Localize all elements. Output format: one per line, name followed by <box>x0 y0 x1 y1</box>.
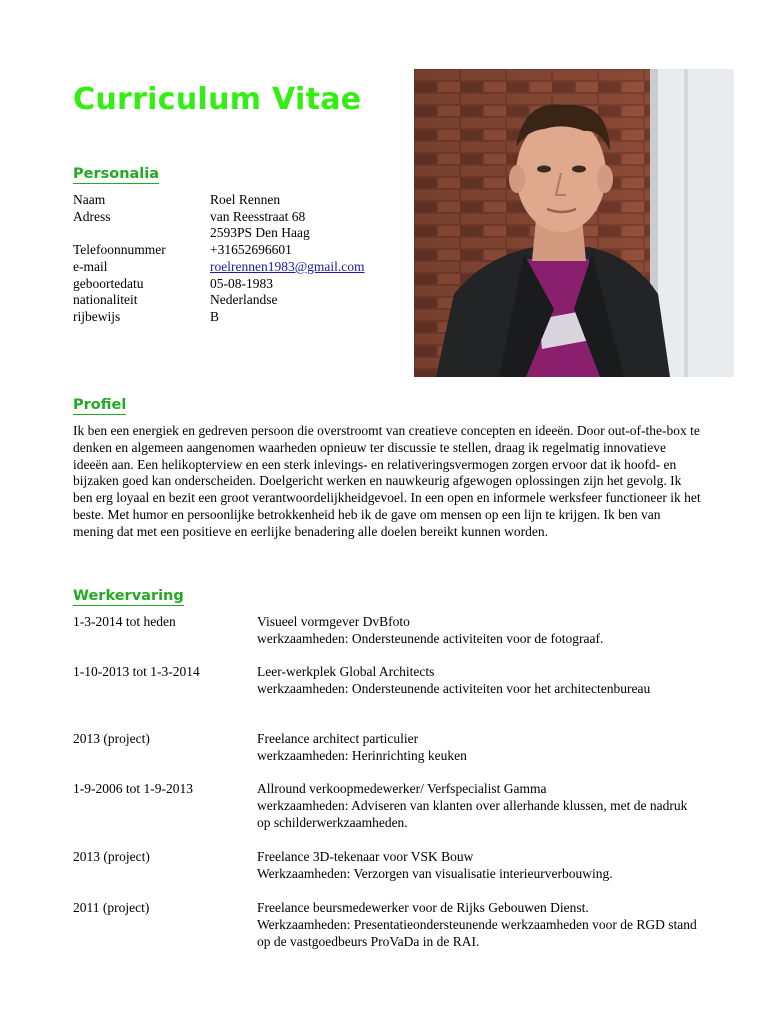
portrait-photo <box>414 69 734 377</box>
work-description: werkzaamheden: Ondersteunende activiteiten voor het architectenbureau <box>257 680 651 696</box>
email-link[interactable]: roelrennen1983@gmail.com <box>210 258 365 274</box>
work-description: Werkzaamheden: Verzorgen van visualisatie interieurverbouwing. <box>257 865 613 881</box>
address-postcode-value: 2593PS Den Haag <box>210 225 310 241</box>
phone-label: Telefoonnummer <box>73 242 166 258</box>
personal-row-birthdate <box>73 276 365 293</box>
personal-row-license <box>73 309 365 326</box>
personal-row-postcode <box>73 225 365 242</box>
profile-text: Ik ben een energiek en gedreven persoon die overstroomt van creatieve concepten en ideeën. Door out-of-the-box te denken en algemeen aangenomen waarheden opnieuw ter discussie te stellen, draag ik regelmatig innovatieve ideeën aan. Een helikopterview en een sterk inlevings- en relativeringsvermogen zorgen ervoor dat ik hoofd- en bijzaken goed kan onderscheiden. Doelgericht werken en nauwkeurig afgewogen oplossingen zijn het gevolg. Ik ben erg loyaal en bezit een groot verantwoordelijkheidgevoel. In een open en informele werksfeer functioneer ik het beste. Met humor en persoonlijke betrokkenheid heb ik de gave om mensen op een lijn te krijgen. Ik ben van mening dat met een positieve en eerlijke benadering alle doelen bereikt kunnen worden. <box>73 423 701 539</box>
page-title: Curriculum Vitae <box>73 82 362 117</box>
personal-row-nationality <box>73 292 365 309</box>
phone-value: +31652696601 <box>210 242 292 258</box>
license-label: rijbewijs <box>73 308 121 324</box>
work-title: Visueel vormgever DvBfoto <box>257 614 410 629</box>
address-street-value: van Reesstraat 68 <box>210 208 306 224</box>
personalia-heading: Personalia <box>73 166 160 182</box>
work-item <box>73 900 713 950</box>
work-title: Freelance architect particulier <box>257 731 419 746</box>
work-description: werkzaamheden: Herinrichting keuken <box>257 747 467 763</box>
work-date: 1-9-2006 tot 1-9-2013 <box>73 781 193 796</box>
profiel-heading: Profiel <box>73 397 127 413</box>
email-label: e-mail <box>73 258 108 274</box>
work-date: 2013 (project) <box>73 849 150 864</box>
license-value: B <box>210 308 220 324</box>
work-title: Freelance beursmedewerker voor de Rijks Gebouwen Dienst. <box>257 900 589 915</box>
work-experience-list <box>73 614 713 950</box>
nationality-label: nationaliteit <box>73 292 138 308</box>
work-title: Freelance 3D-tekenaar voor VSK Bouw <box>257 849 474 864</box>
postcode-label <box>73 225 210 242</box>
work-date: 1-10-2013 tot 1-3-2014 <box>73 664 200 679</box>
work-item <box>73 849 713 900</box>
work-description: Werkzaamheden: Presentatieondersteunende werkzaamheden voor de RGD stand op de vastgoedbeurs ProVaDa in de RAI. <box>257 916 697 949</box>
werkervaring-heading: Werkervaring <box>73 588 184 604</box>
work-title: Leer-werkplek Global Architects <box>257 664 435 679</box>
nationality-value: Nederlandse <box>210 292 278 308</box>
birthdate-label: geboortedatu <box>73 275 144 291</box>
personal-row-email <box>73 259 365 276</box>
personal-row-address <box>73 209 365 226</box>
personal-row-name <box>73 192 365 209</box>
work-date: 2013 (project) <box>73 731 150 746</box>
name-value: Roel Rennen <box>210 192 281 207</box>
work-title: Allround verkoopmedewerker/ Verfspecialist Gamma <box>257 781 547 796</box>
work-description: werkzaamheden: Adviseren van klanten over allerhande klussen, met de nadruk op schilderwerkzaamheden. <box>257 797 688 830</box>
work-item <box>73 614 713 664</box>
birthdate-value: 05-08-1983 <box>210 275 273 291</box>
work-description: werkzaamheden: Ondersteunende activiteiten voor de fotograaf. <box>257 630 604 646</box>
personal-row-phone <box>73 242 365 259</box>
personal-details <box>73 192 365 326</box>
work-item <box>73 664 713 731</box>
work-item <box>73 781 713 849</box>
work-item <box>73 731 713 781</box>
name-label: Naam <box>73 192 106 207</box>
work-date: 2011 (project) <box>73 900 150 915</box>
address-label: Adress <box>73 208 111 224</box>
work-date: 1-3-2014 tot heden <box>73 614 176 629</box>
